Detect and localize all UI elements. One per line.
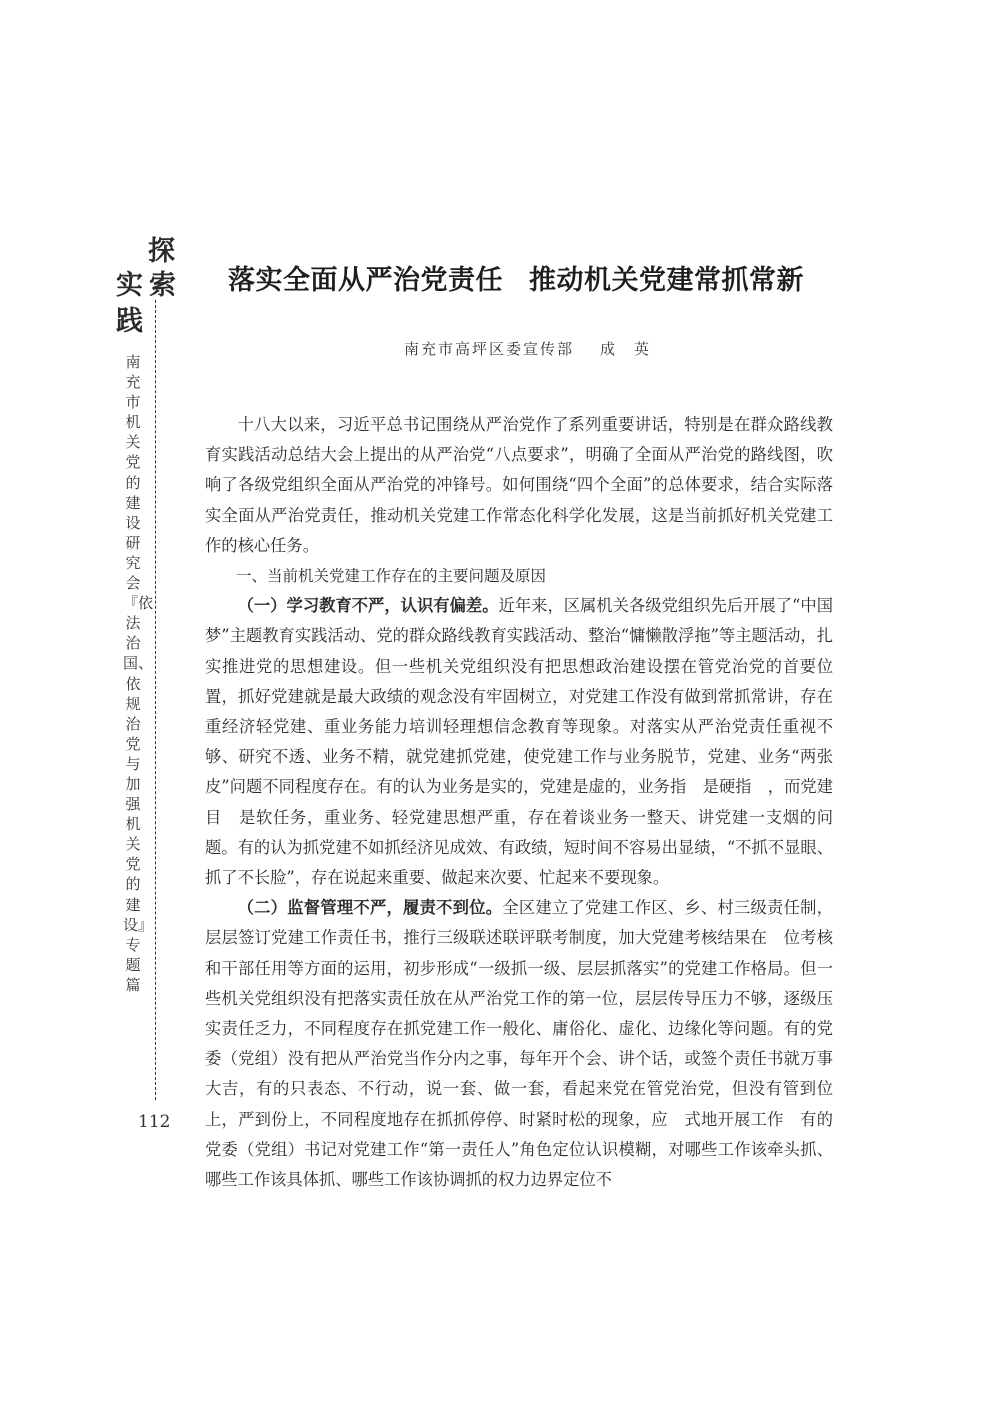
paragraph-text: 全区建立了党建工作区、乡、村三级责任制，层层签订党建工作责任书，推行三级联述联评联考制度，加大党建考核结果在 位考核和干部任用等方面的运用，初步形成“一级抓一级、层层抓落实”的党建工作格局。但一些机关党组织没有把落实责任放在从严治党工作的第一位，层层传导压力不够，逐级压实责任乏力，不同程度存在抓党建工作一般化、庸俗化、虚化、边缘化等问题。有的党委（党组）没有把从严治党当作分内之事，每年开个会、讲个话，或签个责任书就万事大吉，有的只表态、不行动，说一套、做一套，看起来党在管党治党，但没有管到位上，严到份上，不同程度地存在抓抓停停、时紧时松的现象，应 式地开展工作 有的党委（党组）书记对党建工作“第一责任人”角色定位认识模糊，对哪些工作该牵头抓、哪些工作该具体抓、哪些工作该协调抓的权力边界定位不 — [205, 898, 833, 1190]
logo-char: 索 — [149, 270, 176, 301]
margin-dashed-divider — [155, 300, 156, 1100]
section-heading: 一、当前机关党建工作存在的主要问题及原因 — [236, 567, 547, 586]
author-name: 成 英 — [600, 340, 652, 358]
logo-char: 践 — [116, 306, 143, 337]
article-body — [205, 410, 833, 1195]
title-part1: 落实全面从严治党责任 — [228, 265, 503, 296]
body-paragraph — [205, 591, 833, 893]
side-column-label: 南充市机关党的建设研究会『依法治国、依规治党与加强机关党的建设』专题篇 — [123, 353, 154, 994]
logo-char: 实 — [116, 270, 143, 301]
paragraph-lead: （二）监督管理不严，履责不到位。 — [237, 898, 503, 918]
paragraph-text: 近年来，区属机关各级党组织先后开展了“中国梦”主题教育实践活动、党的群众路线教育实践活动、整治“慵懒散浮拖”等主题活动，扎实推进党的思想建设。但一些机关党组织没有把思想政治建设摆在管党治党的首要位置，抓好党建就是最大政绩的观念没有牢固树立，对党建工作没有做到常抓常讲，存在重经济轻党建、重业务能力培训轻理想信念教育等现象。对落实从严治党责任重视不够、研究不透、业务不精，就党建抓党建，使党建工作与业务脱节，党建、业务“两张皮”问题不同程度存在。有的认为业务是实的，党建是虚的，业务指 是硬指 ，而党建目 是软任务，重业务、轻党建思想严重，存在着谈业务一整天、讲党建一支烟的问题。有的认为抓党建不如抓经济见成效、有政绩，短时间不容易出显绩，“不抓不显眼、抓了不长脸”，存在说起来重要、做起来次要、忙起来不要现象。 — [205, 596, 833, 888]
author-organization: 南充市高坪区委宣传部 — [404, 340, 575, 358]
article-title — [228, 258, 848, 297]
logo-char: 探 — [148, 236, 175, 267]
paragraph-lead: （一）学习教育不严，认识有偏差。 — [237, 596, 499, 616]
body-paragraph — [205, 893, 833, 1195]
column-logo — [112, 238, 182, 338]
page-number: 112 — [138, 1112, 171, 1132]
title-part2: 推动机关党建常抓常新 — [529, 265, 804, 296]
author-line — [404, 338, 651, 359]
intro-paragraph: 十八大以来，习近平总书记围绕从严治党作了系列重要讲话，特别是在群众路线教育实践活动总结大会上提出的从严治党“八点要求”，明确了全面从严治党的路线图，吹响了各级党组织全面从严治党的冲锋号。如何围绕“四个全面”的总体要求，结合实际落实全面从严治党责任，推动机关党建工作常态化科学化发展，这是当前抓好机关党建工作的核心任务。 — [205, 415, 833, 555]
